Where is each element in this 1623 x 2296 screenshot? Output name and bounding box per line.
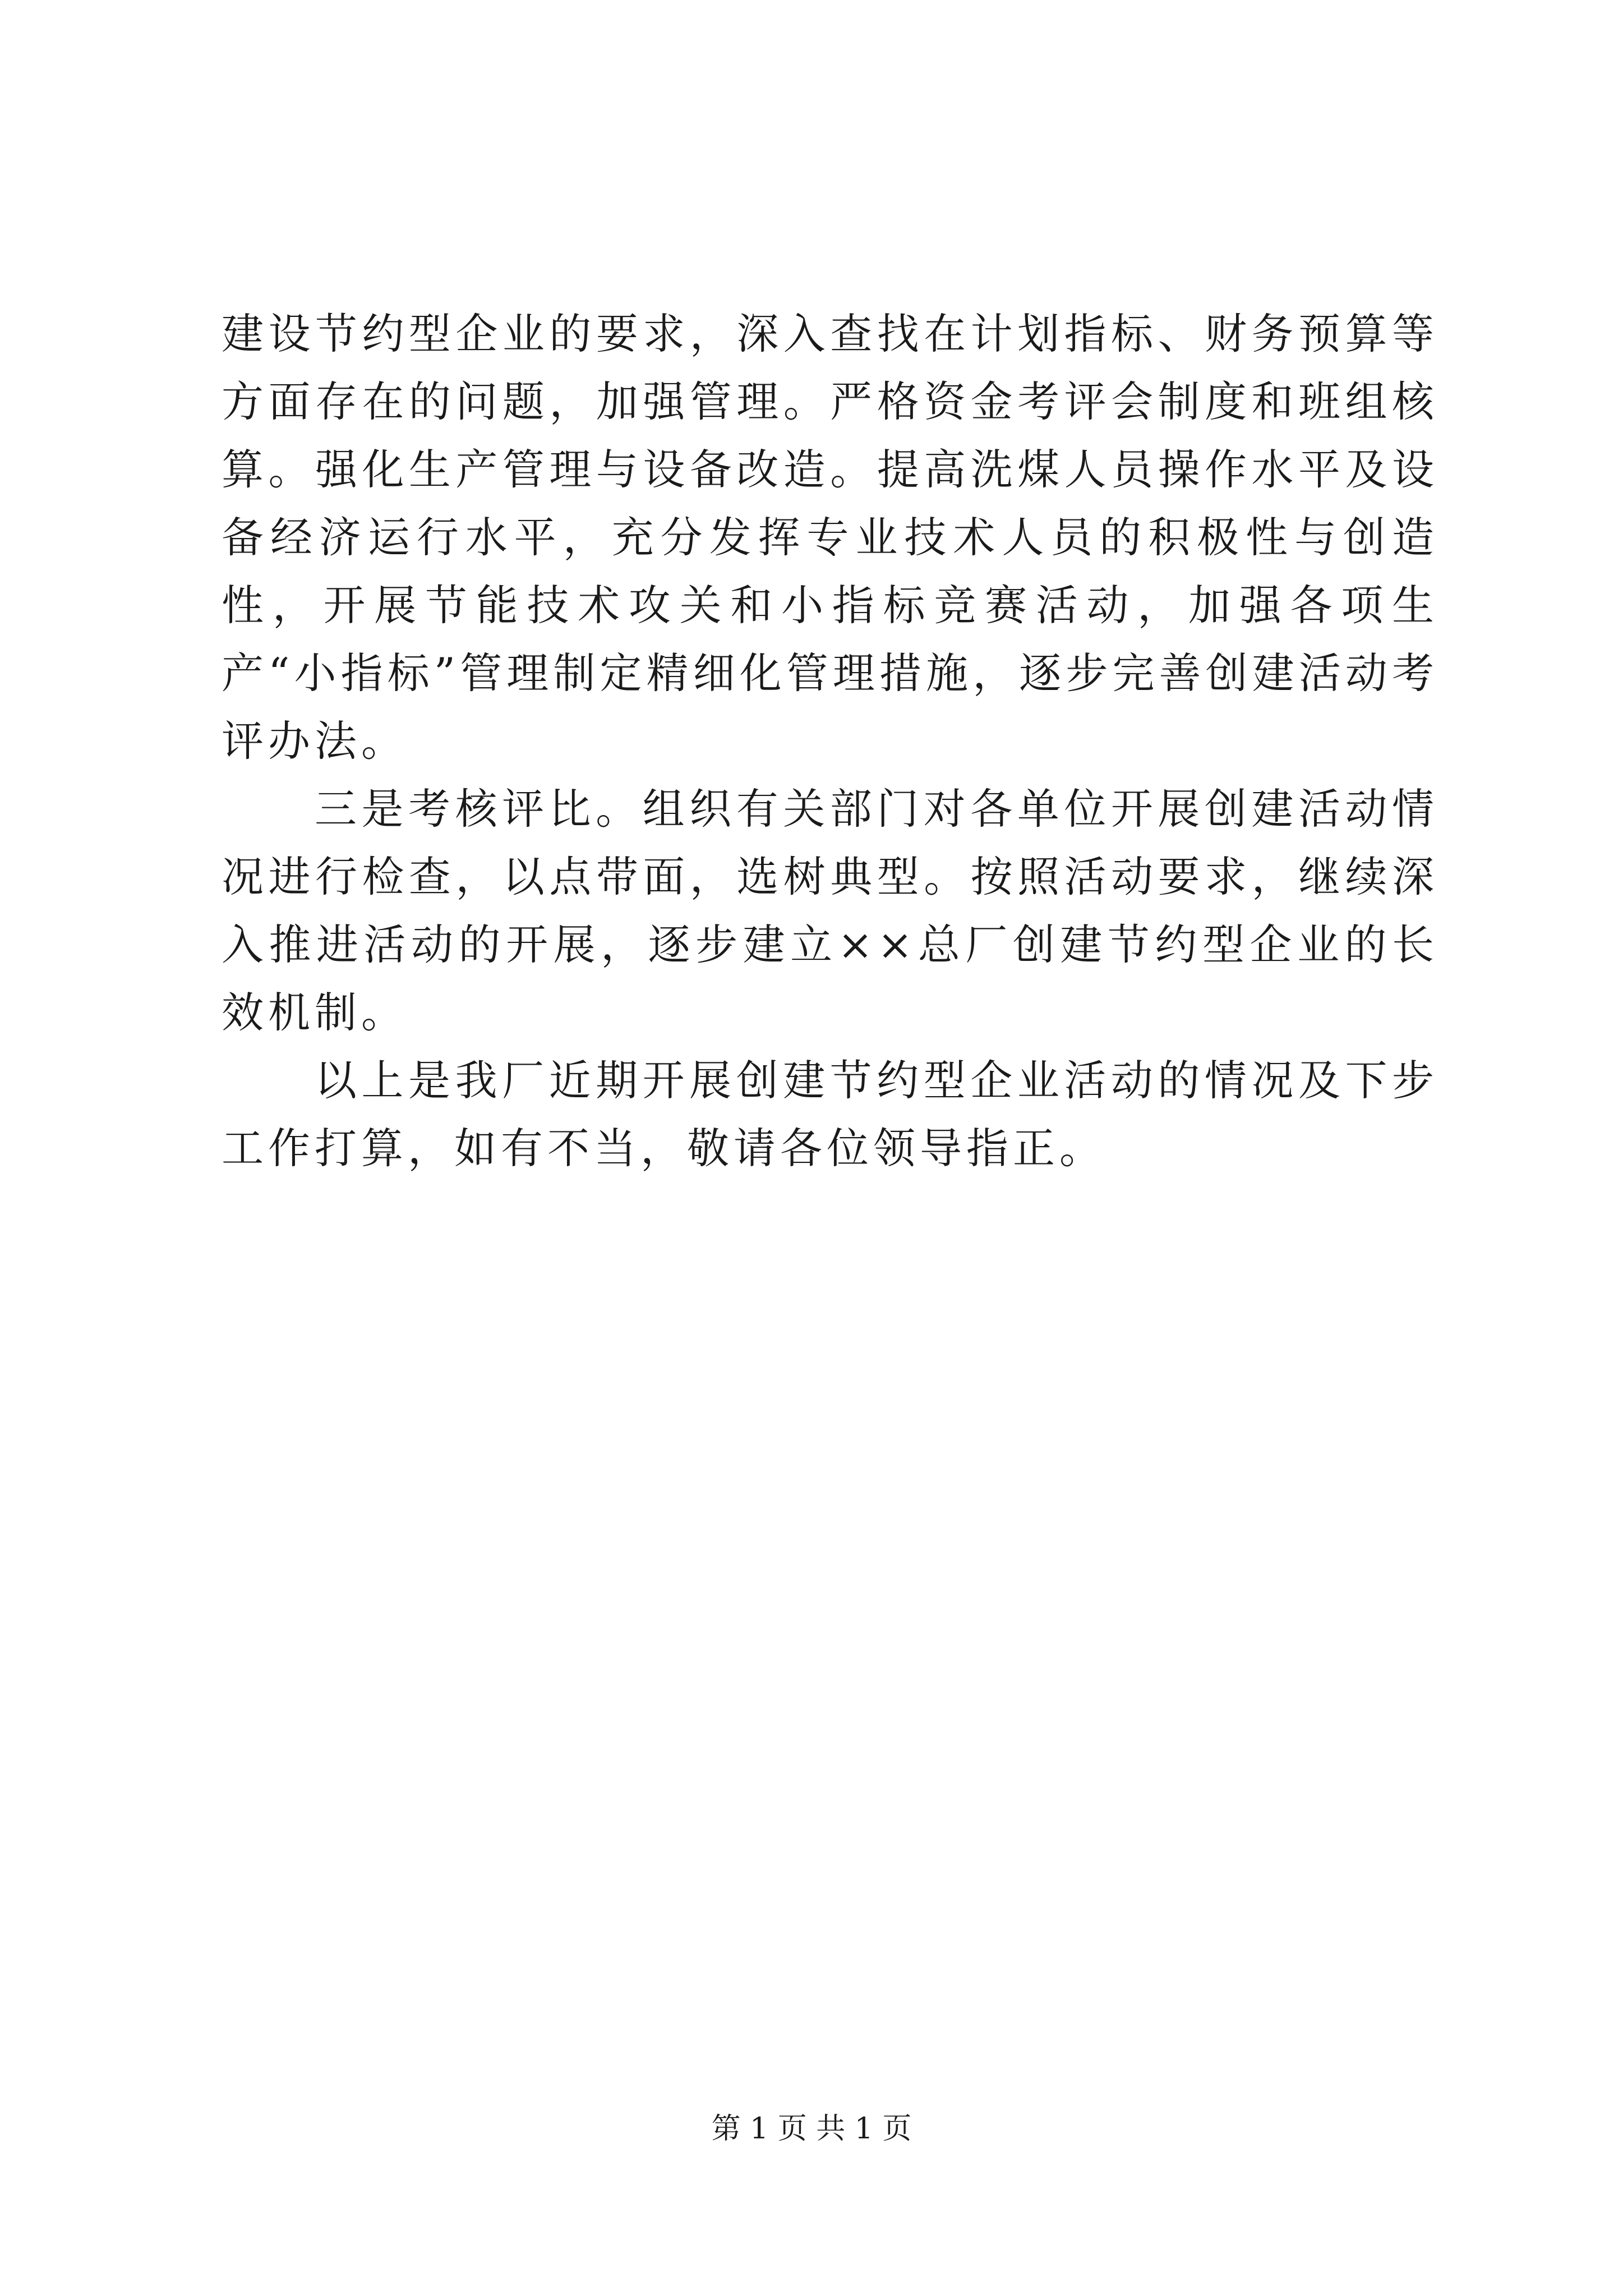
page-footer: 第 1 页 共 1 页 (711, 2112, 912, 2146)
paragraph-conclusion: 以上是我厂近期开展创建节约型企业活动的情况及下步工作打算，如有不当，敬请各位领导指正。 (222, 1056, 1438, 1173)
paragraph-assessment: 三是考核评比。组织有关部门对各单位开展创建活动情况进行检查，以点带面，选树典型。按照活动要求，继续深入推进活动的开展，逐步建立××总厂创建节约型企业的长效机制。 (222, 784, 1438, 1037)
document-body (222, 300, 1438, 1182)
paragraph-continuation: 建设节约型企业的要求，深入查找在计划指标、财务预算等方面存在的问题，加强管理。严格资金考评会制度和班组核算。强化生产管理与设备改造。提高洗煤人员操作水平及设备经济运行水平，充分发挥专业技术人员的积极性与创造性，开展节能技术攻关和小指标竞赛活动，加强各项生产“小指标”管理制定精细化管理措施，逐步完善创建活动考评办法。 (222, 309, 1438, 766)
